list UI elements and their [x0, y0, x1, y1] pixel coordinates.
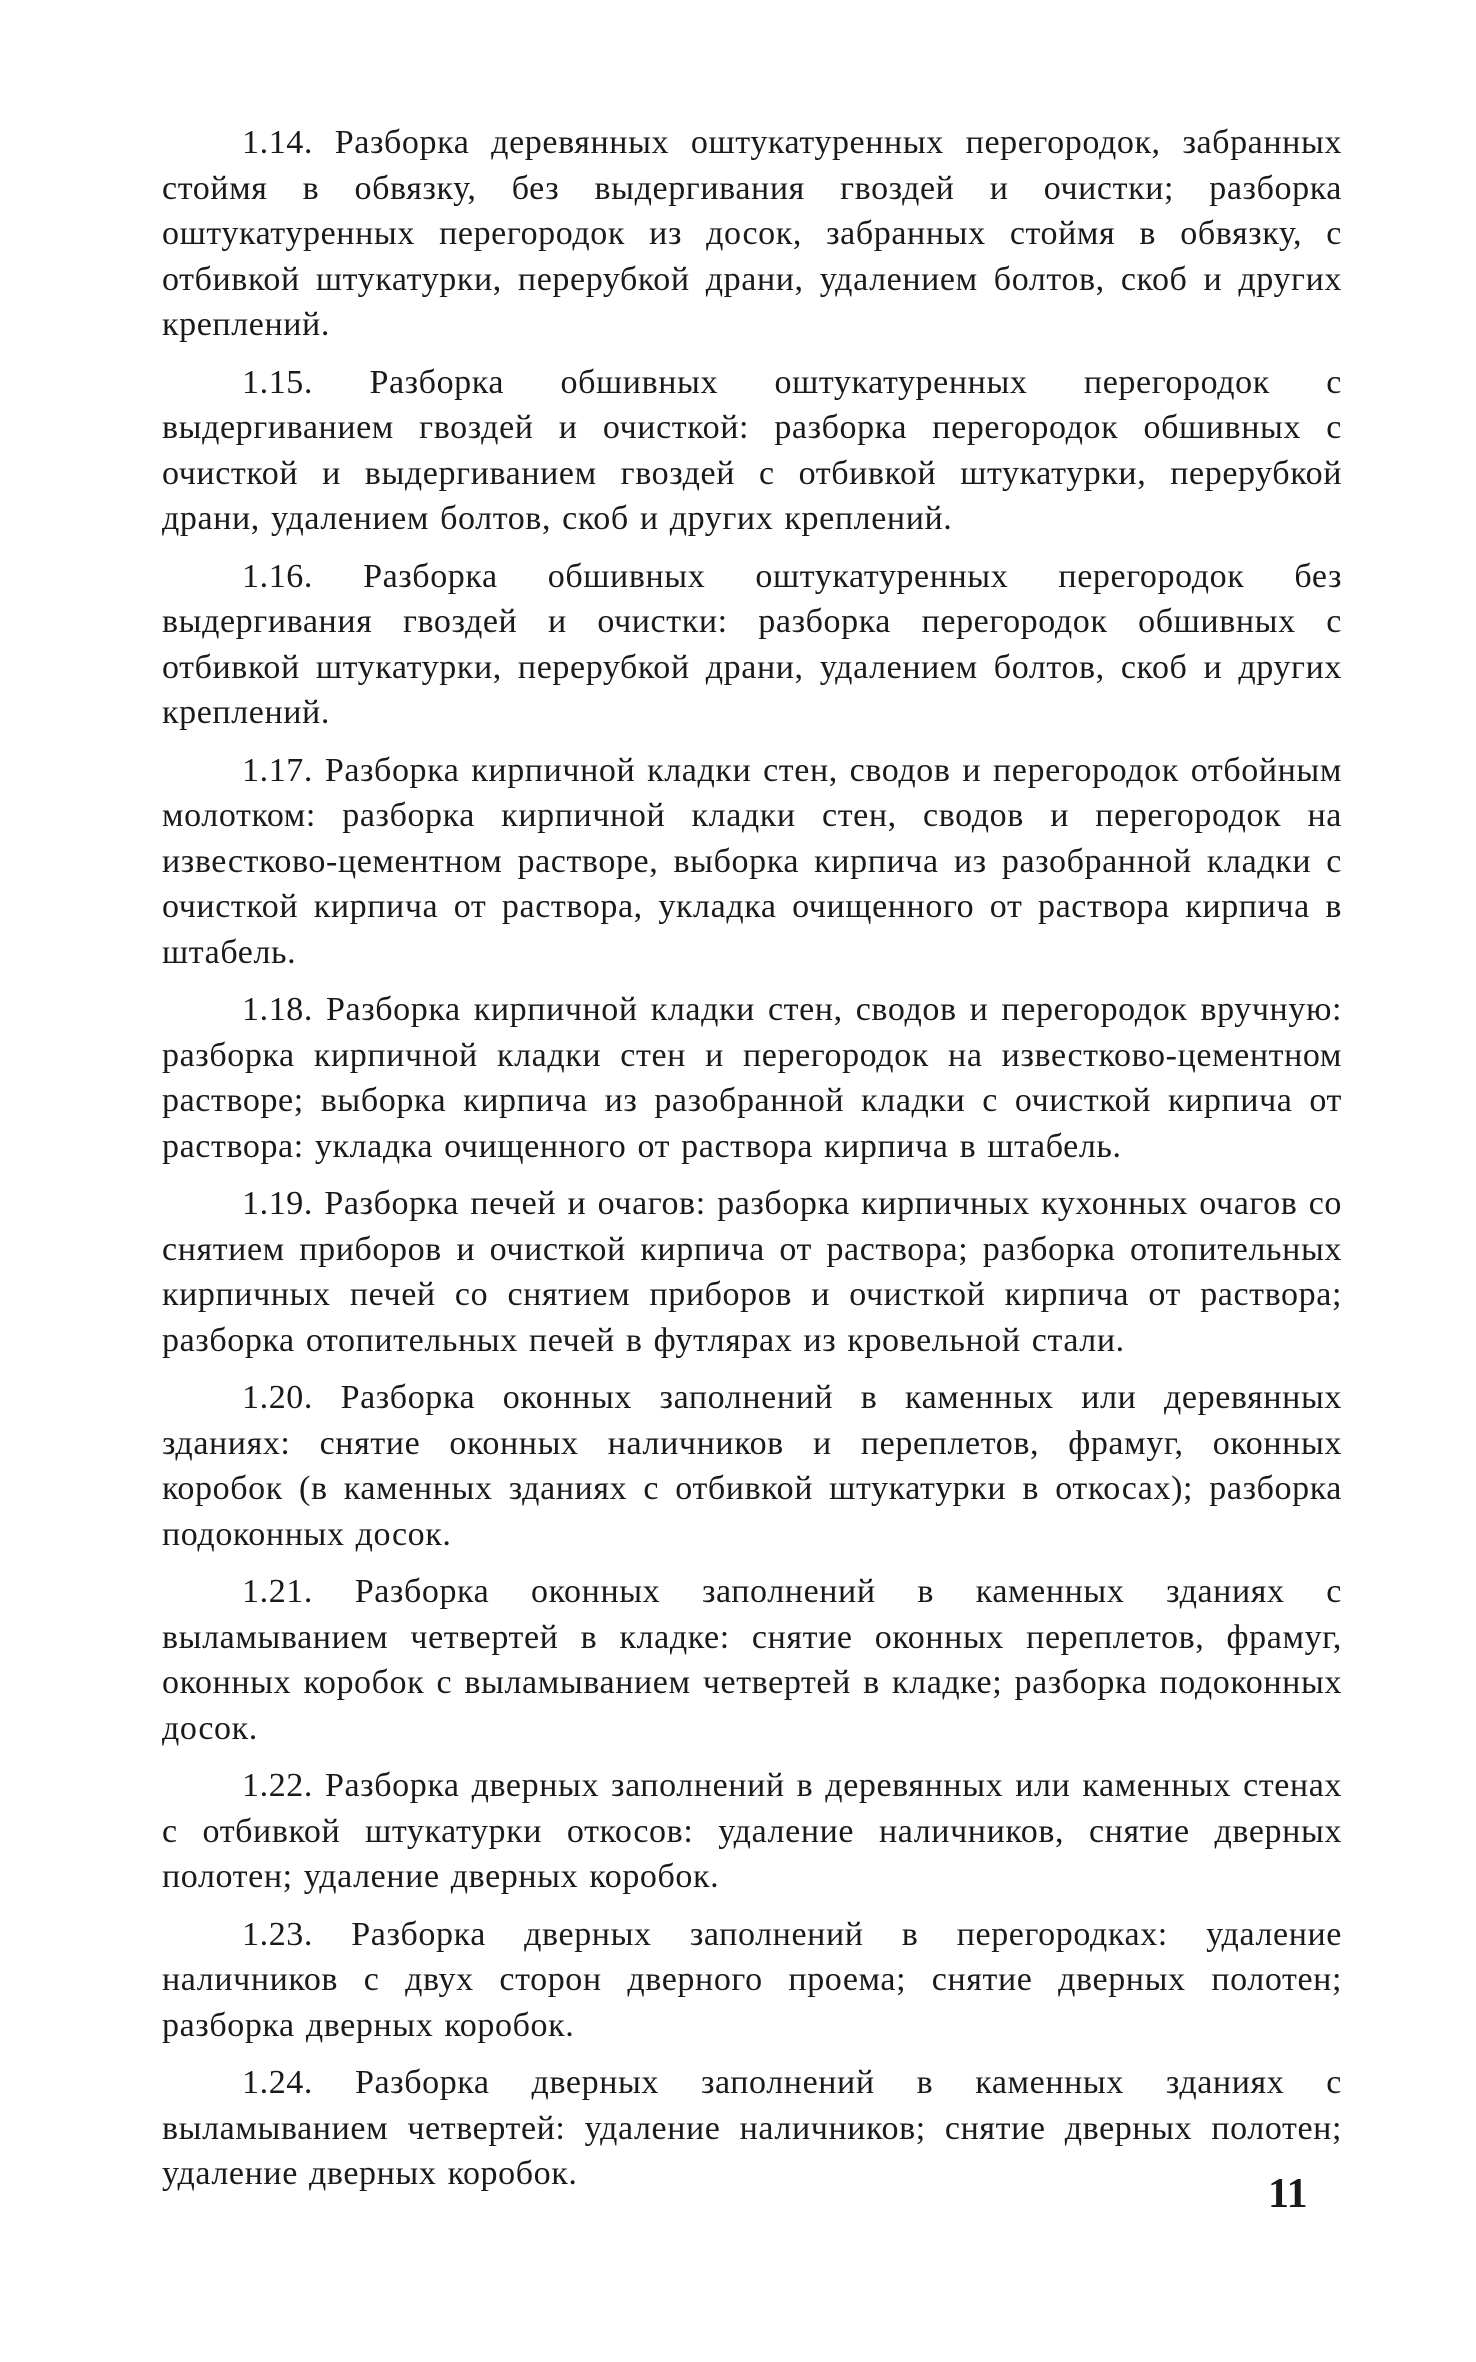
paragraph-text: Разборка деревянных оштукатуренных перегородок, забранных стоймя в обвязку, без выдергивания гвоздей и очистки; разборка оштукатуренных перегородок из досок, забранных стоймя в обвязку, с отбивкой штукатурки, перерубкой драни, удалением болтов, скоб и других креплений.	[162, 124, 1342, 343]
paragraph-number: 1.14.	[242, 124, 313, 161]
paragraph-1-14	[162, 120, 1342, 348]
paragraph-text: Разборка оконных заполнений в каменных или деревянных зданиях: снятие оконных наличников и переплетов, фрамуг, оконных коробок (в каменных зданиях с отбивкой штукатурки в откосах); разборка подоконных досок.	[162, 1379, 1342, 1553]
paragraph-number: 1.17.	[242, 751, 313, 789]
paragraph-1-23	[162, 1912, 1342, 2049]
paragraph-1-18	[162, 987, 1342, 1169]
paragraph-1-19	[162, 1181, 1342, 1363]
paragraph-1-16	[162, 554, 1342, 736]
paragraph-text: Разборка печей и очагов: разборка кирпичных кухонных очагов со снятием приборов и очисткой кирпича от раствора; разборка отопительных кирпичных печей со снятием приборов и очисткой кирпича от раствора; разборка отопительных печей в футлярах из кровельной стали.	[162, 1185, 1342, 1359]
paragraph-text: Разборка дверных заполнений в каменных зданиях с выламыванием четвертей: удаление наличников; снятие дверных полотен; удаление дверных коробок.	[162, 2064, 1342, 2192]
paragraph-text: Разборка дверных заполнений в деревянных или каменных стенах с отбивкой штукатурки откосов: удаление наличников, снятие дверных полотен; удаление дверных коробок.	[162, 1767, 1342, 1895]
paragraph-number: 1.23.	[242, 1915, 313, 1953]
paragraph-number: 1.24.	[242, 2064, 313, 2101]
paragraph-1-20	[162, 1375, 1342, 1557]
paragraph-number: 1.20.	[242, 1379, 313, 1416]
paragraph-1-21	[162, 1569, 1342, 1751]
paragraph-text: Разборка дверных заполнений в перегородках: удаление наличников с двух сторон дверного проема; снятие дверных полотен; разборка дверных коробок.	[162, 1915, 1342, 2044]
paragraph-number: 1.19.	[242, 1185, 313, 1222]
paragraph-text: Разборка кирпичной кладки стен, сводов и перегородок отбойным молотком: разборка кирпичной кладки стен, сводов и перегородок на известково-цементном растворе, выборка кирпича из разобранной кладки с очисткой кирпича от раствора, укладка очищенного от раствора кирпича в штабель.	[162, 751, 1342, 971]
document-page	[162, 120, 1342, 2240]
paragraph-number: 1.22.	[242, 1767, 313, 1804]
paragraph-text: Разборка обшивных оштукатуренных перегородок без выдергивания гвоздей и очистки: разборка перегородок обшивных с отбивкой штукатурки, перерубкой драни, удалением болтов, скоб и других креплений.	[162, 557, 1342, 731]
paragraph-1-15	[162, 360, 1342, 542]
paragraph-1-24	[162, 2060, 1342, 2197]
paragraph-number: 1.21.	[242, 1573, 313, 1610]
paragraph-number: 1.16.	[242, 557, 313, 595]
paragraph-1-22	[162, 1763, 1342, 1900]
paragraph-number: 1.15.	[242, 363, 313, 401]
paragraph-text: Разборка оконных заполнений в каменных зданиях с выламыванием четвертей в кладке: снятие оконных переплетов, фрамуг, оконных коробок с выламыванием четвертей в кладке; разборка подоконных досок.	[162, 1573, 1342, 1747]
page-number: 11	[1268, 2171, 1308, 2217]
paragraph-text: Разборка обшивных оштукатуренных перегородок с выдергиванием гвоздей и очисткой: разборка перегородок обшивных с очисткой и выдергиванием гвоздей с отбивкой штукатурки, перерубкой драни, удалением болтов, скоб и других креплений.	[162, 363, 1342, 537]
paragraph-number: 1.18.	[242, 991, 313, 1028]
paragraph-1-17	[162, 748, 1342, 976]
paragraph-text: Разборка кирпичной кладки стен, сводов и перегородок вручную: разборка кирпичной кладки стен и перегородок на известково-цементном растворе; выборка кирпича из разобранной кладки с очисткой кирпича от раствора: укладка очищенного от раствора кирпича в штабель.	[162, 991, 1342, 1165]
